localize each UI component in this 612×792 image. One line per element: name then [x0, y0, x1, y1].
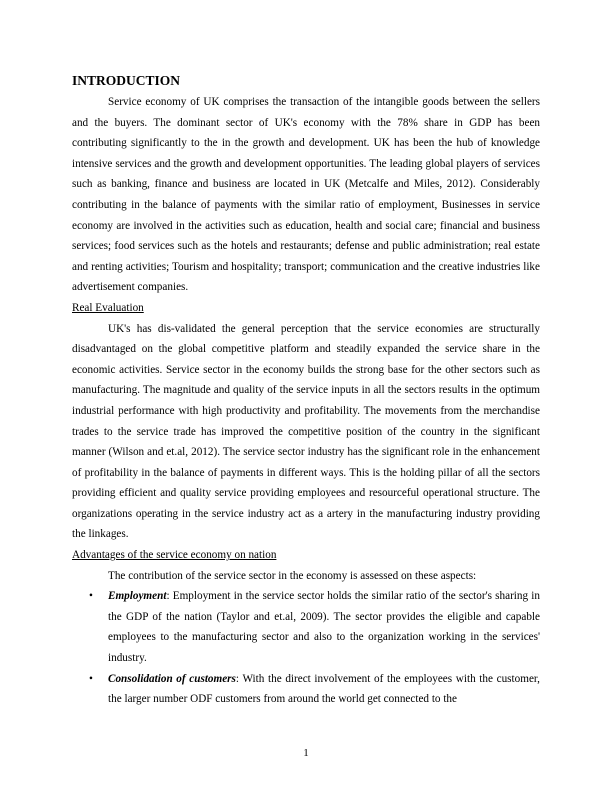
real-evaluation-paragraph: UK's has dis-validated the general perception that the service economies are structurally disadvantaged on the global competitive platform and steadily expanded the service share in the economic activities. Service sector in the economy builds the strong base for the other sectors such as manufacturing. The magnitude and quality of the service inputs in all the sectors results in the optimum industrial performance with high productivity and profitability. The movements from the merchandise trades to the service trade has improved the competitive position of the country in the significant manner (Wilson and et.al, 2012). The service sector industry has the significant role in the enhancement of profitability in the balance of payments in different ways. This is the holding pillar of all the sectors providing efficient and quality service providing employees and resourceful operational structure. The organizations operating in the service industry act as a artery in the manufacturing industry providing the linkages.	[72, 322, 540, 541]
advantages-list	[72, 586, 540, 710]
bullet-term: Consolidation of customers	[108, 672, 236, 685]
section-heading-introduction: INTRODUCTION	[72, 73, 181, 88]
page-content	[72, 72, 540, 710]
bullet-icon: •	[89, 590, 93, 603]
page-number: 1	[303, 747, 309, 759]
bullet-text: : Employment in the service sector holds the similar ratio of the sector's sharing in the GDP of the nation (Taylor and et.al, 2009). The sector provides the eligible and capable employees to the manufacturing sector and also to the organization working in the services' industry.	[108, 590, 540, 665]
bullet-term: Employment	[108, 590, 167, 603]
bullet-text: : With the direct involvement of the employees with the customer, the larger number ODF customers from around the world get connected to the	[108, 672, 540, 706]
subheading-real-evaluation: Real Evaluation	[72, 301, 144, 314]
list-item	[72, 669, 540, 710]
advantages-intro-paragraph: The contribution of the service sector in the economy is assessed on these aspects:	[108, 569, 477, 582]
intro-paragraph: Service economy of UK comprises the transaction of the intangible goods between the sellers and the buyers. The dominant sector of UK's economy with the 78% share in GDP has been contributing significantly to the in the growth and development. UK has been the hub of knowledge intensive services and the growth and development opportunities. The leading global players of services such as banking, finance and business are located in UK (Metcalfe and Miles, 2012). Considerably contributing in the balance of payments with the similar ratio of employment, Businesses in service economy are involved in the activities such as education, health and social care; financial and business services; food services such as the hotels and restaurants; defense and public administration; real estate and renting activities; Tourism and hospitality; transport; communication and the creative industries like advertisement companies.	[72, 96, 540, 294]
bullet-icon: •	[89, 672, 93, 685]
list-item	[72, 586, 540, 668]
subheading-advantages: Advantages of the service economy on nation	[72, 549, 277, 562]
